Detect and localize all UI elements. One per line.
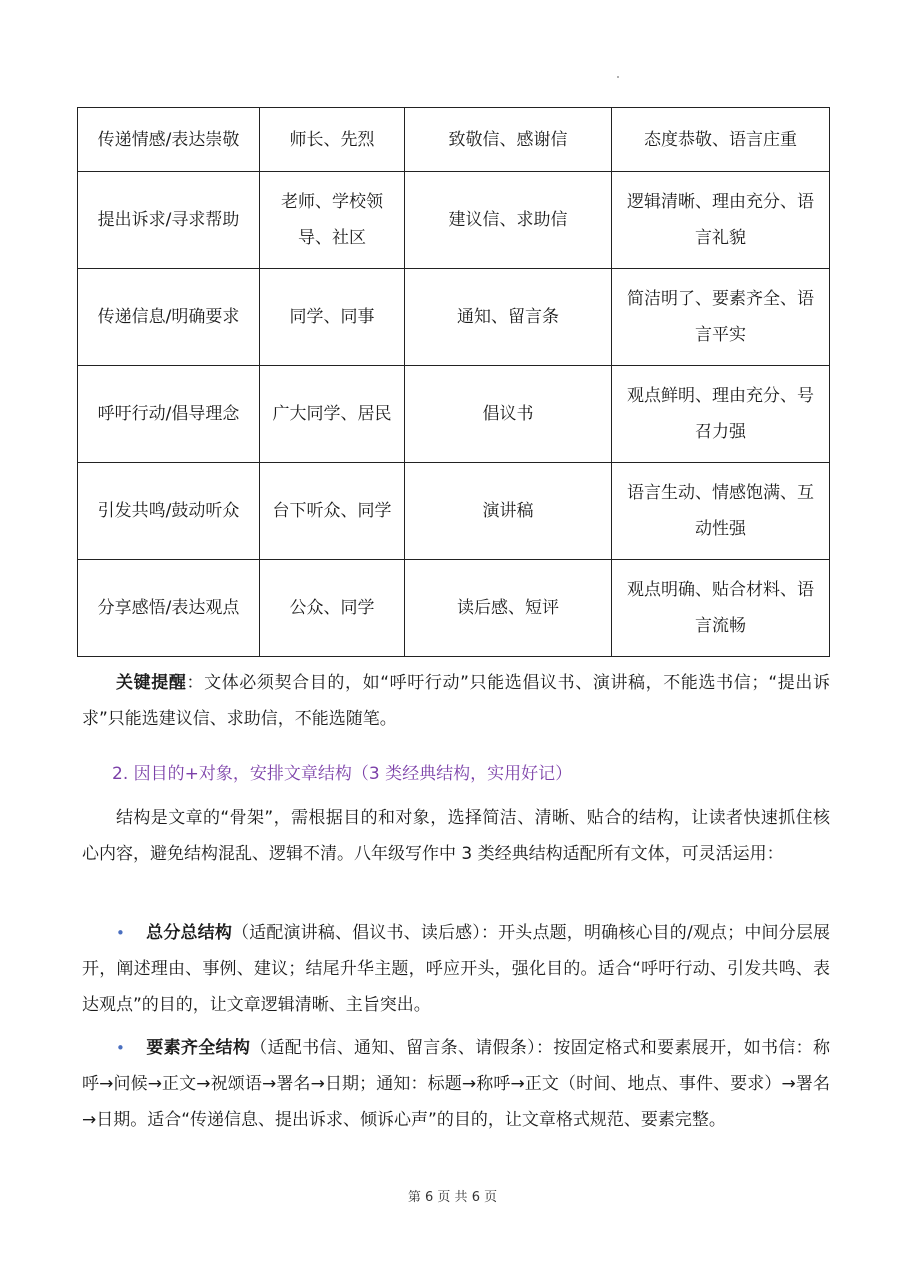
bullet-text: （适配书信、通知、留言条、请假条）：按固定格式和要素展开，如书信：称呼→问候→正文→祝颂语→署名→日期；通知：标题→称呼→正文（时间、地点、事件、要求）→署名→日期。适合“传递信息、提出诉求、倾诉心声”的目的，让文章格式规范、要素完整。: [82, 1038, 830, 1130]
table-cell: 观点鲜明、理由充分、号召力强: [612, 366, 830, 463]
table-cell: 语言生动、情感饱满、互动性强: [612, 463, 830, 560]
table-cell: 台下听众、同学: [260, 463, 405, 560]
table-cell: 广大同学、居民: [260, 366, 405, 463]
table-cell: 态度恭敬、语言庄重: [612, 108, 830, 172]
table-cell: 老师、学校领导、社区: [260, 172, 405, 269]
table-row: [78, 560, 830, 657]
table-cell: 呼吁行动/倡导理念: [78, 366, 260, 463]
table-cell: 简洁明了、要素齐全、语言平实: [612, 269, 830, 366]
table-cell: 公众、同学: [260, 560, 405, 657]
bullet-icon: •: [116, 1039, 125, 1057]
bullet-icon: •: [116, 924, 125, 942]
table-row: [78, 463, 830, 560]
table-cell: 读后感、短评: [405, 560, 612, 657]
key-reminder-text: ：文体必须契合目的，如“呼吁行动”只能选倡议书、演讲稿，不能选书信；“提出诉求”只能选建议信、求助信，不能选随笔。: [82, 673, 831, 729]
bullet-item: [82, 915, 830, 1023]
bullet-item: [82, 1030, 830, 1138]
structure-intro: 结构是文章的“骨架”，需根据目的和对象，选择简洁、清晰、贴合的结构，让读者快速抓住核心内容，避免结构混乱、逻辑不清。八年级写作中 3 类经典结构适配所有文体，可灵活运用：: [82, 808, 830, 864]
table-cell: 倡议书: [405, 366, 612, 463]
table-cell: 传递信息/明确要求: [78, 269, 260, 366]
speck-mark: [617, 76, 619, 78]
key-reminder-label: 关键提醒: [116, 673, 187, 693]
table-row: [78, 366, 830, 463]
page-footer: 第 6 页 共 6 页: [407, 1190, 498, 1205]
table-cell: 分享感悟/表达观点: [78, 560, 260, 657]
table-cell: 提出诉求/寻求帮助: [78, 172, 260, 269]
bullet-title: 要素齐全结构: [146, 1038, 251, 1058]
table-cell: 建议信、求助信: [405, 172, 612, 269]
table-cell: 逻辑清晰、理由充分、语言礼貌: [612, 172, 830, 269]
table-row: [78, 108, 830, 172]
table-cell: 同学、同事: [260, 269, 405, 366]
bullet-text: （适配演讲稿、倡议书、读后感）：开头点题，明确核心目的/观点；中间分层展开，阐述理由、事例、建议；结尾升华主题，呼应开头，强化目的。适合“呼吁行动、引发共鸣、表达观点”的目的，让文章逻辑清晰、主旨突出。: [82, 923, 831, 1015]
table-cell: 致敬信、感谢信: [405, 108, 612, 172]
table-cell: 观点明确、贴合材料、语言流畅: [612, 560, 830, 657]
table-cell: 引发共鸣/鼓动听众: [78, 463, 260, 560]
bullet-title: 总分总结构: [146, 923, 232, 943]
table-cell: 通知、留言条: [405, 269, 612, 366]
purpose-audience-table: [77, 107, 830, 657]
table-cell: 师长、先烈: [260, 108, 405, 172]
section-heading: 2. 因目的+对象，安排文章结构（3 类经典结构，实用好记）: [112, 764, 573, 784]
table-row: [78, 172, 830, 269]
table-cell: 演讲稿: [405, 463, 612, 560]
key-reminder: [82, 665, 830, 737]
table-row: [78, 269, 830, 366]
table-cell: 传递情感/表达崇敬: [78, 108, 260, 172]
